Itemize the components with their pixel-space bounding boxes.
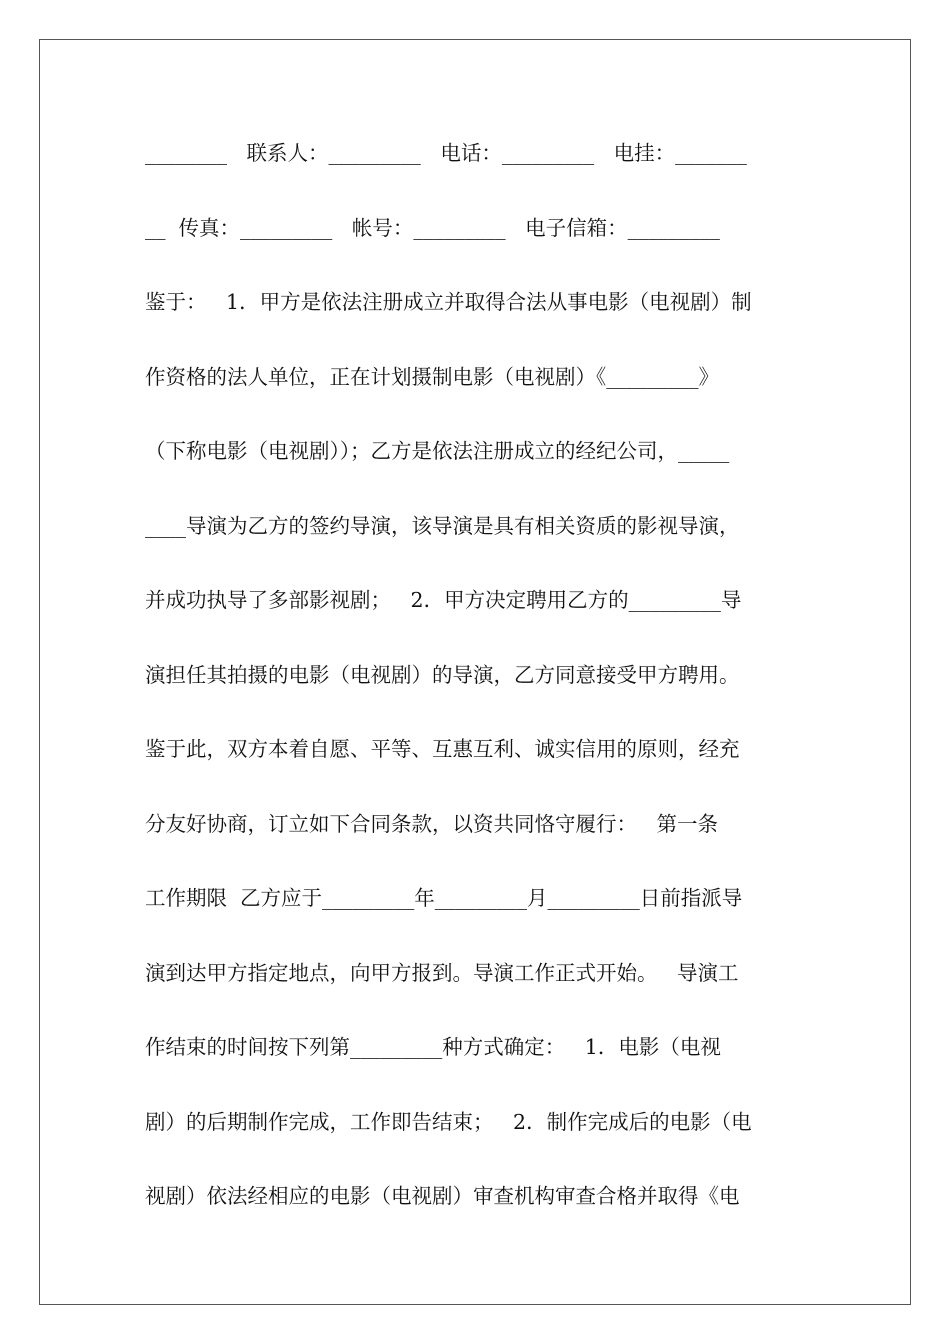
text-line: 工作期限 乙方应于_________年_________月_________日前指派导 [145,886,743,910]
text-line: 并成功执导了多部影视剧； 2．甲方决定聘用乙方的_________导 [145,588,742,612]
text-line: 分友好协商，订立如下合同条款，以资共同恪守履行： 第一条 [145,811,719,836]
contact-line-1: ________ 联系人：_________ 电话：_________ 电挂：_______ [145,141,747,165]
text-line: 鉴于此，双方本着自愿、平等、互惠互利、诚实信用的原则，经充 [145,737,740,761]
document-body [145,128,825,1246]
text-line: ____导演为乙方的签约导演，该导演是具有相关资质的影视导演， [145,513,740,538]
text-line: 演到达甲方指定地点，向甲方报到。导演工作正式开始。 导演工 [145,960,739,985]
contact-line-2: __ 传真：_________ 帐号：_________ 电子信箱：_________ [145,215,720,240]
text-line: 演担任其拍摄的电影（电视剧）的导演，乙方同意接受甲方聘用。 [145,662,740,687]
text-line: 作资格的法人单位，正在计划摄制电影（电视剧）《_________》 [145,364,719,389]
text-line: 剧）的后期制作完成，工作即告结束； 2．制作完成后的电影（电 [145,1109,752,1134]
text-line: （下称电影（电视剧））；乙方是依法注册成立的经纪公司，_____ [145,439,730,463]
text-line: 鉴于： 1．甲方是依法注册成立并取得合法从事电影（电视剧）制 [145,290,752,314]
text-line: 作结束的时间按下列第_________种方式确定： 1．电影（电视 [145,1035,721,1059]
text-line: 视剧）依法经相应的电影（电视剧）审查机构审查合格并取得《电 [145,1184,740,1208]
